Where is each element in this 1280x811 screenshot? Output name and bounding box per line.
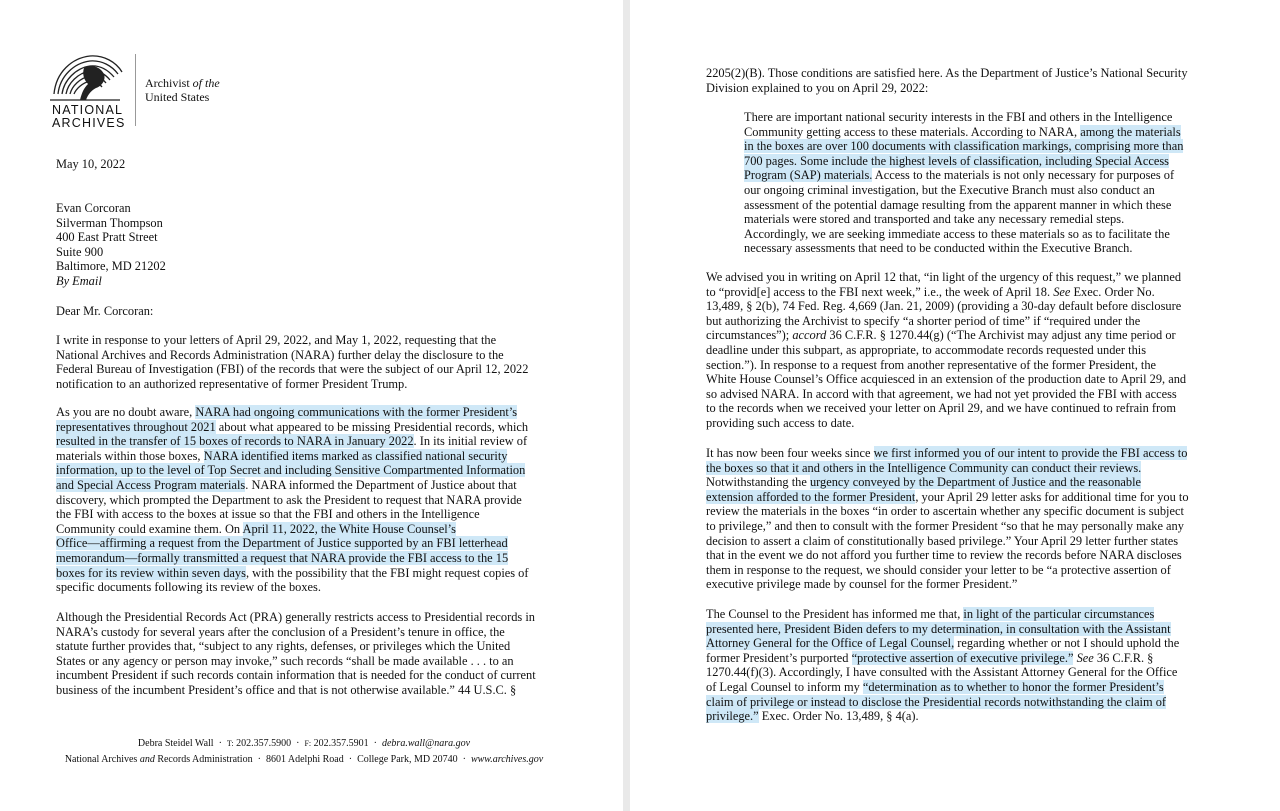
phone-label: T: xyxy=(226,739,234,748)
text-line: to privilege,” and then to consult with the former President “so that he may personally make any xyxy=(706,518,1184,533)
highlighted-text: and Special Access Program materials xyxy=(56,477,246,492)
text-span: Exec. Order No. 13,489, § 4(a). xyxy=(758,709,919,724)
paragraph-advised xyxy=(706,270,1276,431)
paragraph-four-weeks xyxy=(706,446,1276,592)
archivist-title xyxy=(145,76,220,104)
footer-org: Records Administration xyxy=(154,754,253,765)
text-line: National Archives and Records Administration (NARA) further delay the disclosure to the xyxy=(56,347,504,362)
footer-phone: 202.357.5900 xyxy=(236,738,292,749)
footer-separator: · xyxy=(462,754,466,765)
highlighted-text: memorandum—formally transmitted a request that NARA provide the FBI access to the 15 xyxy=(56,550,509,565)
footer-address: 8601 Adelphi Road xyxy=(265,754,344,765)
highlighted-text: information, up to the level of Top Secret and including Sensitive Compartmented Information xyxy=(56,463,526,478)
fax-label: F: xyxy=(304,739,312,748)
text-line: necessary assessments that need to be conducted within the Executive Branch. xyxy=(744,241,1133,256)
text-line: Accordingly, we are seeking immediate access to these materials so as to facilitate the xyxy=(744,226,1170,241)
address-line: Suite 900 xyxy=(56,244,104,259)
highlighted-text: Attorney General for the Office of Legal Counsel, xyxy=(706,636,955,651)
footer-contact-line xyxy=(24,737,584,751)
text-line: statute further provides that, “subject to any rights, defenses, or privileges which the United xyxy=(56,639,511,654)
text-line: to the records when we received your letter on April 29, and we have continued to refrain from xyxy=(706,401,1176,416)
footer-separator: · xyxy=(218,738,222,749)
highlighted-text: resulted in the transfer of 15 boxes of records to NARA in January 2022 xyxy=(56,434,414,449)
logo-line-1: NATIONAL xyxy=(52,103,124,117)
eagle-icon xyxy=(44,50,126,104)
text-line: deadline under this subpart, as appropriate, to accommodate records requested under this xyxy=(706,342,1147,357)
block-quote xyxy=(744,110,1274,256)
highlighted-text: representatives throughout 2021 xyxy=(56,419,216,434)
text-line: so advised NARA. In accord with that agreement, we had not yet provided the FBI with access xyxy=(706,386,1177,401)
text-line: review the materials in the boxes “in order to ascertain whether any specific document is subject xyxy=(706,504,1184,519)
archivist-line-1a: Archivist xyxy=(145,76,193,90)
text-line: States or any agency or person may invoke,” such records “shall be made available . . . to an xyxy=(56,653,514,668)
letter-page-2 xyxy=(630,0,1280,811)
paragraph-continued xyxy=(706,66,1276,95)
highlighted-text: Office—affirming a request from the Department of Justice supported by an FBI letterhead xyxy=(56,536,508,551)
text-line: executive privilege made by counsel for the former President.” xyxy=(706,577,1018,592)
text-span: to “provid[e] access to the FBI next week,” i.e., the week of April 18. xyxy=(706,284,1054,299)
footer-separator: · xyxy=(373,738,377,749)
text-line: incumbent President if such records contain information that is needed for the conduct of current xyxy=(56,668,536,683)
text-line: 2205(2)(B). Those conditions are satisfied here. As the Department of Justice’s National Security xyxy=(706,66,1188,80)
recipient-address xyxy=(56,201,166,289)
highlighted-text: among the materials xyxy=(1080,124,1181,139)
text-line: I write in response to your letters of April 29, 2022, and May 1, 2022, requesting that the xyxy=(56,333,497,347)
footer-org: National Archives xyxy=(64,754,140,765)
text-line: providing such access to date. xyxy=(706,415,855,430)
text-span: . NARA informed the Department of Justice about that xyxy=(245,477,517,492)
address-line: Baltimore, MD 21202 xyxy=(56,259,166,274)
letter-page-1 xyxy=(0,0,623,811)
highlighted-text: boxes for its review within seven days xyxy=(56,565,246,580)
text-span: 36 C.F.R. § xyxy=(1093,650,1154,665)
text-span: Exec. Order No. xyxy=(1070,284,1155,299)
footer-separator: · xyxy=(257,754,261,765)
text-span: As you are no doubt aware, xyxy=(56,405,196,419)
text-line: Although the Presidential Records Act (PRA) generally restricts access to Presidential records in xyxy=(56,610,535,624)
text-span: Community getting access to these materials. According to NARA, xyxy=(744,124,1081,139)
text-line: Federal Bureau of Investigation (FBI) of the records that were the subject of our April 12, 2022 xyxy=(56,362,529,377)
text-span: See xyxy=(1053,284,1071,299)
highlighted-text: we first informed you of our intent to provide the FBI access to xyxy=(873,446,1188,460)
footer-separator: · xyxy=(348,754,353,765)
archivist-line-2: United States xyxy=(145,90,210,104)
paragraph-2 xyxy=(56,405,616,595)
footer-org: and xyxy=(139,754,155,765)
text-line: White House Counsel’s Office acquiesced in an extension of the production date to April 29, and xyxy=(706,372,1187,387)
national-archives-logo xyxy=(44,50,126,130)
delivery-method: By Email xyxy=(56,273,102,288)
text-span: of Legal Counsel to inform my xyxy=(706,679,863,694)
text-span: former President’s purported xyxy=(706,650,852,665)
highlighted-text: in the boxes are over 100 documents with classification markings, comprising more than xyxy=(744,139,1184,154)
footer-separator: · xyxy=(296,738,300,749)
highlighted-text: “protective assertion of executive privilege.” xyxy=(851,650,1074,665)
text-line: but authorizing the Archivist to specify “a shorter period of time” if “required under the xyxy=(706,313,1141,328)
address-line: 400 East Pratt Street xyxy=(56,230,158,245)
text-span: Community could examine them. On xyxy=(56,521,243,536)
highlighted-text: in light of the particular circumstances xyxy=(963,607,1155,621)
text-line: NARA’s custody for several years after the conclusion of a President’s tenure in office, the xyxy=(56,624,505,639)
logo-wordmark xyxy=(52,104,126,130)
text-span: circumstances”); xyxy=(706,328,793,343)
archivist-line-1b: of the xyxy=(192,76,220,90)
text-span: Notwithstanding the xyxy=(706,475,810,490)
footer-city: College Park, MD 20740 xyxy=(357,754,458,765)
salutation: Dear Mr. Corcoran: xyxy=(56,304,154,318)
text-span: It has now been four weeks since xyxy=(706,446,874,460)
footer-fax: 202.357.5901 xyxy=(313,738,369,749)
text-line: them in response to the request, we should consider your letter to be “a protective assertion of xyxy=(706,562,1171,577)
text-span: See xyxy=(1076,650,1094,665)
highlighted-text: the boxes so that it and others in the Intelligence Community can conduct their reviews. xyxy=(706,460,1142,475)
highlighted-text: claim of privilege or instead to disclose the Presidential records notwithstanding the claim of xyxy=(706,694,1167,709)
text-span: Access to the materials is not only necessary for purposes of xyxy=(872,168,1175,183)
text-span: . In its initial review of xyxy=(413,434,528,449)
text-line: that in the event we do not afford you further time to review the records before NARA discloses xyxy=(706,548,1182,563)
highlighted-text: urgency conveyed by the Department of Justice and the reasonable xyxy=(809,475,1142,490)
text-line: 13,489, § 2(b), 74 Fed. Reg. 4,669 (Jan. 21, 2009) (providing a 30-day default before disclosure xyxy=(706,299,1182,314)
text-span: 36 C.F.R. § 1270.44(g) (“The Archivist may adjust any time period or xyxy=(826,328,1176,343)
paragraph-3 xyxy=(56,610,616,698)
text-line: section.”). In response to a request from another representative of the former President, the xyxy=(706,357,1157,372)
text-line: discovery, which prompted the Department to ask the President to request that NARA provide xyxy=(56,492,522,507)
highlighted-text: 700 pages. Some include the highest levels of classification, including Special Access xyxy=(744,153,1169,168)
text-line: our ongoing criminal investigation, but the Executive Branch must also conduct an xyxy=(744,182,1155,197)
text-line: specific documents following its review of the boxes. xyxy=(56,580,321,595)
text-line: There are important national security interests in the FBI and others in the Intelligence xyxy=(744,110,1173,124)
text-span: , your April 29 letter asks for additional time for you to xyxy=(915,489,1189,504)
text-span: accord xyxy=(792,328,827,343)
footer-org-line xyxy=(24,753,584,767)
text-line: business of the incumbent President’s office and that is not otherwise available.” 44 U.S.C. § xyxy=(56,682,517,697)
text-line: decision to assert a claim of constitutionally based privilege.” Your April 29 letter further states xyxy=(706,533,1179,548)
letter-date: May 10, 2022 xyxy=(56,157,126,171)
text-span: , with the possibility that the FBI might request copies of xyxy=(245,565,529,580)
highlighted-text: NARA had ongoing communications with the former President’s xyxy=(195,405,518,419)
highlighted-text: privilege.” xyxy=(706,709,759,724)
logo-divider xyxy=(135,54,136,126)
address-line: Evan Corcoran xyxy=(56,201,131,215)
text-line: notification to an authorized representative of former President Trump. xyxy=(56,376,408,391)
address-line: Silverman Thompson xyxy=(56,215,163,230)
text-line: assessment of the potential damage resulting from the apparent manner in which these xyxy=(744,197,1172,212)
text-span: about what appeared to be missing Presidential records, which xyxy=(215,419,529,434)
text-span: materials within those boxes, xyxy=(56,448,204,463)
footer-website: www.archives.gov xyxy=(470,754,544,765)
highlighted-text: Program (SAP) materials. xyxy=(744,168,873,183)
highlighted-text: presented here, President Biden defers to my determination, in consultation with the Assistant xyxy=(706,621,1171,636)
text-line: the FBI with access to the boxes at issue so that the FBI and others in the Intelligence xyxy=(56,507,480,522)
text-span: regarding whether or not I should uphold the xyxy=(954,636,1180,651)
text-line: 1270.44(f)(3). Accordingly, I have consulted with the Assistant Attorney General for the Office xyxy=(706,665,1178,680)
text-line: materials were stored and transported and take any necessary remedial steps. xyxy=(744,212,1125,227)
highlighted-text: “determination as to whether to honor the former President’s xyxy=(862,679,1164,694)
logo-line-2: ARCHIVES xyxy=(52,116,126,130)
text-line: Division explained to you on April 29, 2022: xyxy=(706,80,929,95)
highlighted-text: NARA identified items marked as classified national security xyxy=(203,448,508,463)
footer-email: debra.wall@nara.gov xyxy=(381,738,471,749)
footer-name: Debra Steidel Wall xyxy=(137,738,214,749)
letterhead-footer xyxy=(24,737,584,767)
highlighted-text: April 11, 2022, the White House Counsel’s xyxy=(242,521,456,536)
text-line: We advised you in writing on April 12 that, “in light of the urgency of this request,” we planned xyxy=(706,270,1182,284)
paragraph-1 xyxy=(56,333,616,391)
text-span: The Counsel to the President has informed me that, xyxy=(706,607,964,621)
highlighted-text: extension afforded to the former President xyxy=(706,489,916,504)
paragraph-counsel xyxy=(706,607,1276,724)
